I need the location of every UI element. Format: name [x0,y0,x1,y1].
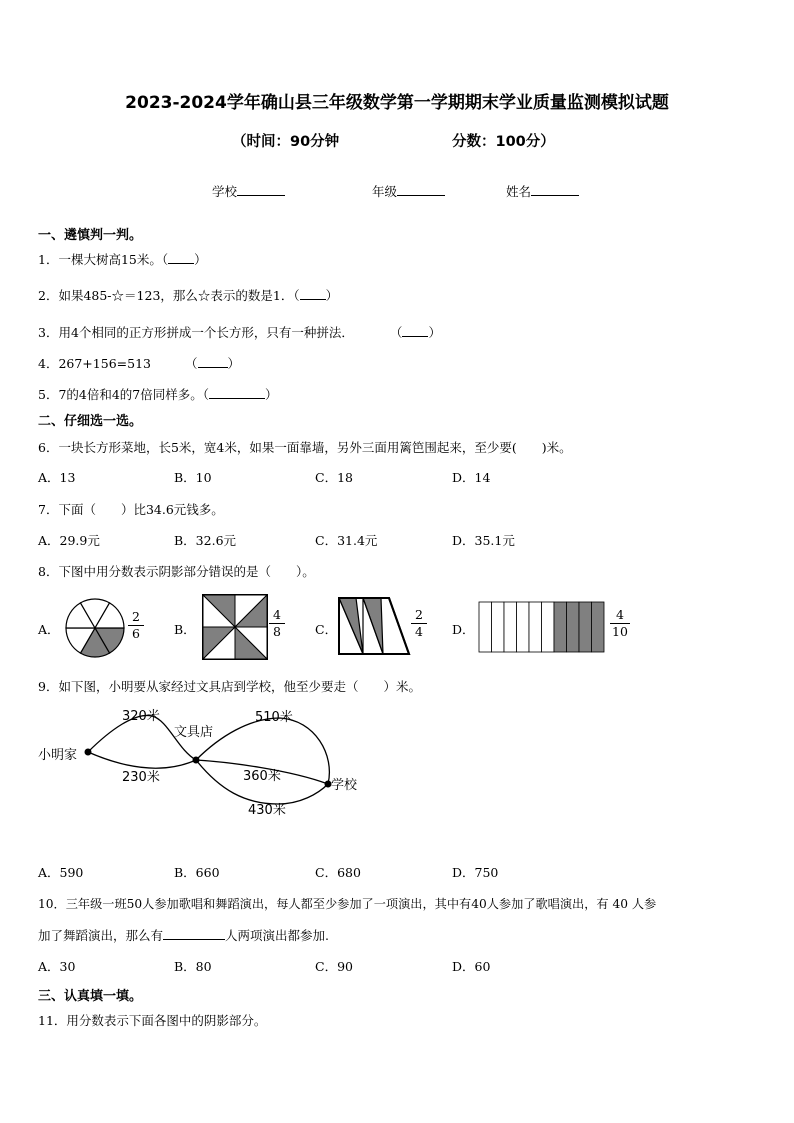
q8-fraction-d: 4 10 [610,608,630,639]
distance-510: 510米 [255,710,293,725]
school-label: 学校 [212,184,238,199]
store-point [193,757,200,764]
q10-option-d[interactable]: D．60 [452,959,491,974]
store-label: 文具店 [174,725,214,740]
q9-route-map [30,700,370,830]
q7-option-a[interactable]: A．29.9元 [38,533,100,548]
exam-time: （时间：90分钟 [232,134,340,150]
q7-option-c[interactable]: C．31.4元 [315,533,378,548]
q8-option-a[interactable]: A． [38,622,60,637]
distance-430: 430米 [248,803,286,818]
school-blank[interactable] [237,183,285,196]
q10-option-b[interactable]: B．80 [174,959,212,974]
question-6: 6．一块长方形菜地，长5米，宽4米，如果一面靠墙，另外三面用篱笆围起来，至少要( )米。 [38,440,572,455]
grade-field[interactable] [372,182,445,200]
name-field[interactable] [506,182,579,200]
question-11: 11．用分数表示下面各图中的阴影部分。 [38,1013,267,1028]
q10-option-a[interactable]: A．30 [38,959,76,974]
q10-option-c[interactable]: C．90 [315,959,353,974]
answer-blank-5[interactable] [209,387,265,399]
q6-option-a[interactable]: A．13 [38,470,76,485]
school-label: 学校 [331,778,358,793]
question-2: 2．如果485-☆＝123，那么☆表示的数是1．（ ） [38,288,339,303]
school-field[interactable] [212,182,285,200]
q8-strip-figure [478,601,610,653]
question-10-line-2: 加了舞蹈演出，那么有 人两项演出都参加. [38,928,329,943]
home-point [85,749,92,756]
question-7: 7．下面（ ）比34.6元钱多。 [38,502,224,517]
question-10-line-1: 10．三年级一班50人参加歌唱和舞蹈演出，每人都至少参加了一项演出，其中有40人参加了歌唱演出，有 40 人参 [38,897,657,911]
q6-option-d[interactable]: D．14 [452,470,491,485]
answer-blank-2[interactable] [300,288,326,300]
answer-blank-3[interactable] [402,325,428,337]
page-title: 2023-2024学年确山县三年级数学第一学期期末学业质量监测模拟试题 [125,93,669,113]
q8-fraction-b: 4 8 [269,608,285,639]
q8-option-c[interactable]: C． [315,622,338,637]
q8-fraction-c: 2 4 [411,608,427,639]
q8-option-d[interactable]: D． [452,622,475,637]
distance-360: 360米 [243,769,281,784]
section-3-heading: 三、认真填一填。 [38,989,143,1004]
q7-option-d[interactable]: D．35.1元 [452,533,515,548]
question-4: 4．267+156=513 （ ） [38,356,241,371]
q9-option-d[interactable]: D．750 [452,865,499,880]
question-5: 5．7的4倍和4的7倍同样多。（ ） [38,387,278,402]
q8-circle-figure [64,597,126,659]
answer-blank-10[interactable] [163,928,225,940]
distance-230: 230米 [122,770,160,785]
q9-option-b[interactable]: B．660 [174,865,220,880]
q7-option-b[interactable]: B．32.6元 [174,533,237,548]
q9-option-a[interactable]: A．590 [38,865,84,880]
name-blank[interactable] [531,183,579,196]
grade-blank[interactable] [397,183,445,196]
q9-option-c[interactable]: C．680 [315,865,361,880]
distance-320: 320米 [122,709,160,724]
answer-blank-1[interactable] [168,252,194,264]
q8-square-figure [202,594,268,660]
q6-option-b[interactable]: B．10 [174,470,212,485]
section-2-heading: 二、仔细选一选。 [38,414,143,429]
q8-parallelogram-figure [337,596,411,656]
name-label: 姓名 [506,184,532,199]
grade-label: 年级 [372,184,398,199]
question-1: 1．一棵大树高15米。（ ） [38,252,207,267]
question-9: 9．如下图，小明要从家经过文具店到学校，他至少要走（ ）米。 [38,679,421,694]
question-8: 8．下图中用分数表示阴影部分错误的是（ ）。 [38,564,315,579]
section-1-heading: 一、遴慎判一判。 [38,228,143,243]
question-3: 3．用4个相同的正方形拼成一个长方形，只有一种拼法． （ ） [38,325,441,340]
q8-fraction-a: 2 6 [128,610,144,641]
exam-score: 分数：100分） [452,134,555,150]
home-label: 小明家 [38,748,78,763]
answer-blank-4[interactable] [198,356,228,368]
q6-option-c[interactable]: C．18 [315,470,353,485]
q8-option-b[interactable]: B． [174,622,196,637]
